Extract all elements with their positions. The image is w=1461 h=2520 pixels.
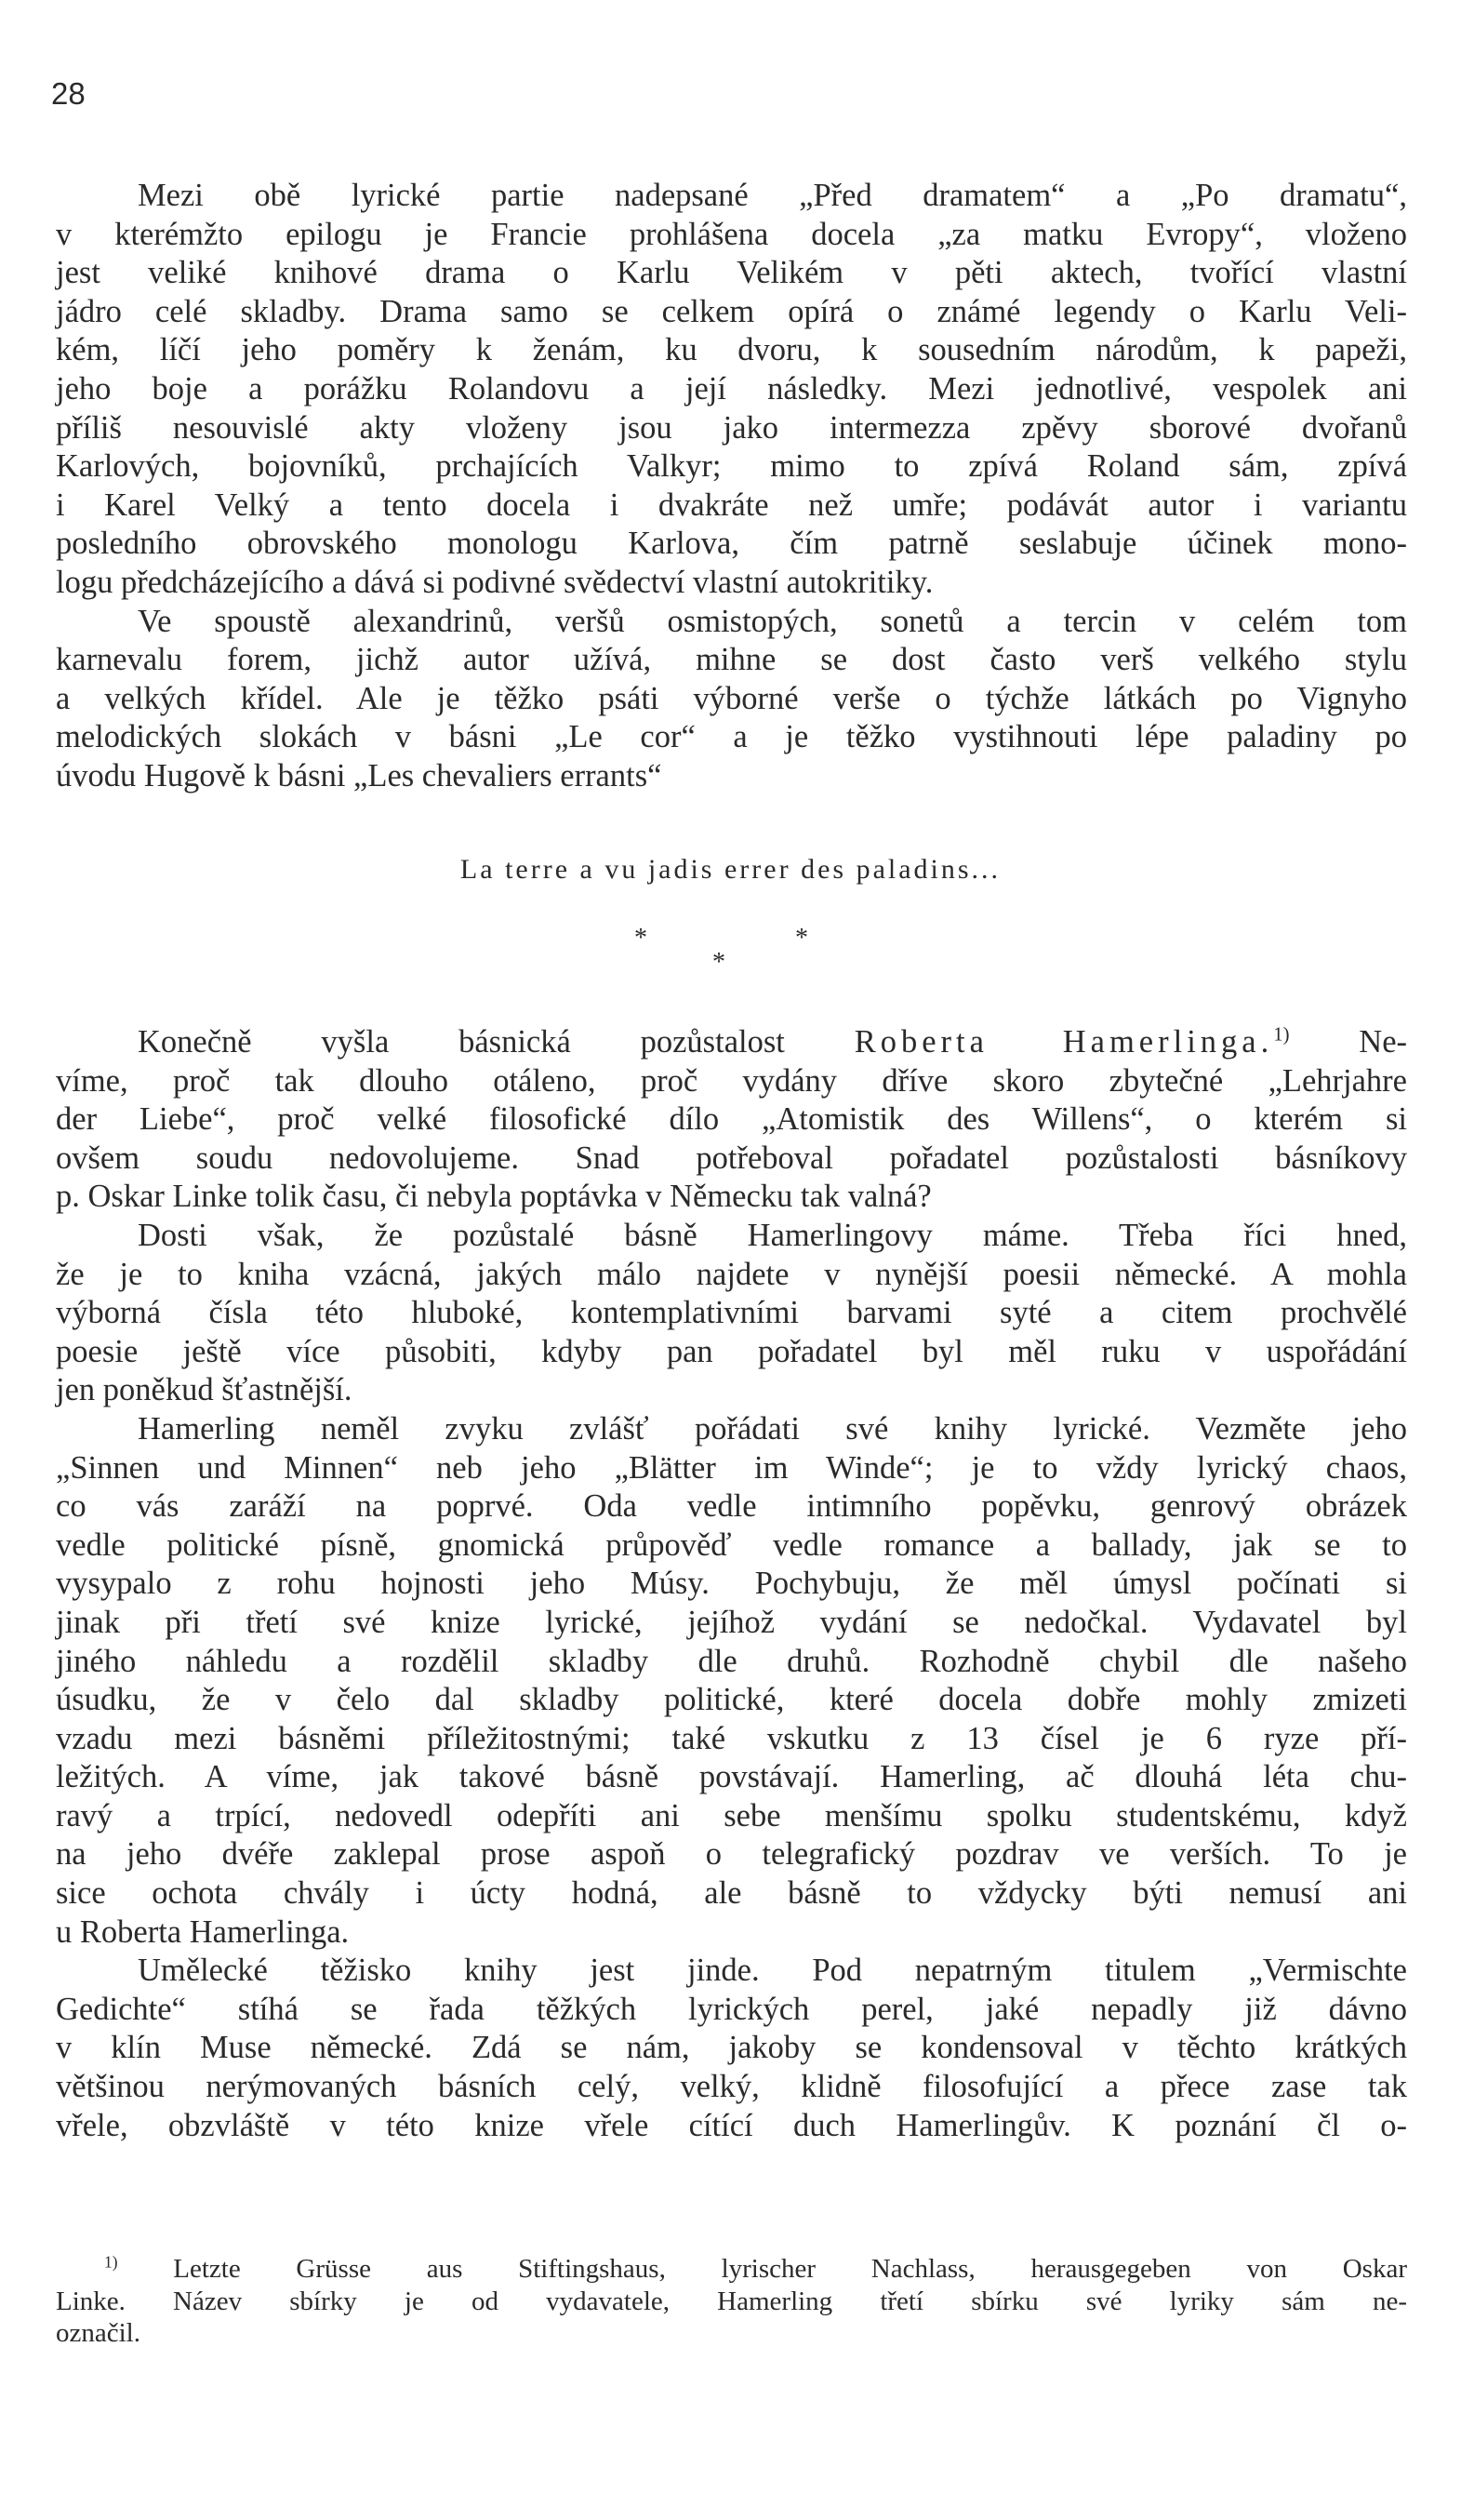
asterisk-ornament: * bbox=[795, 924, 808, 953]
text-line: úsudku, že v čelo dal skladby politické, které docela dobře mohly zmizeti bbox=[56, 1682, 1407, 1718]
text-line: Mezi obě lyrické partie nadepsané „Před dramatem“ a „Po dramatu“, bbox=[138, 178, 1407, 213]
asterisk-ornament: * bbox=[634, 924, 647, 953]
text-line: Dosti však, že pozůstalé básně Hamerlingovy máme. Třeba říci hned, bbox=[138, 1217, 1407, 1253]
paragraph-3 bbox=[56, 1023, 1407, 1217]
text-line: logu předcházejícího a dává si podivné svědectví vlastní autokritiky. bbox=[56, 564, 934, 600]
section-divider bbox=[0, 916, 1461, 991]
paragraph-6 bbox=[56, 1952, 1407, 2145]
paragraph-5 bbox=[56, 1410, 1407, 1952]
text-line: v kterémžto epilogu je Francie prohlášena docela „za matku Evropy“, vloženo bbox=[56, 216, 1407, 252]
asterisk-ornament: * bbox=[712, 948, 725, 977]
footnote-mark: 1) bbox=[104, 2252, 118, 2272]
text-line: a velkých křídel. Ale je těžko psáti výborné verše o týchže látkách po Vignyho bbox=[56, 680, 1407, 716]
text-line: ravý a trpící, nedovedl odepříti ani sebe menšímu spolku studentskému, když bbox=[56, 1797, 1407, 1833]
text-line: ležitých. A víme, jak takové básně povstávají. Hamerling, ač dlouhá léta chu- bbox=[56, 1759, 1407, 1795]
text-line: jiného náhledu a rozdělil skladby dle druhů. Rozhodně chybil dle našeho bbox=[56, 1643, 1407, 1679]
text-line: víme, proč tak dlouho otáleno, proč vydány dříve skoro zbytečné „Lehrjahre bbox=[56, 1062, 1407, 1099]
text-line: na jeho dvéře zaklepal prose aspoň o telegrafický pozdrav ve verších. To je bbox=[56, 1836, 1407, 1873]
text-line: posledního obrovského monologu Karlova, čím patrně seslabuje účinek mono- bbox=[56, 526, 1407, 562]
text-line bbox=[56, 1023, 1407, 1062]
text-line: kém, líčí jeho poměry k ženám, ku dvoru, k sousedním národům, k papeži, bbox=[56, 332, 1407, 368]
text-line: co vás zaráží na poprvé. Oda vedle intimního popěvku, genrový obrázek bbox=[56, 1488, 1407, 1525]
lead-text: Konečně vyšla básnická pozůstalost bbox=[138, 1024, 785, 1060]
article-section-2 bbox=[56, 1023, 1407, 2145]
text-line: p. Oskar Linke tolik času, či nebyla poptávka v Německu tak valná? bbox=[56, 1179, 932, 1215]
text-line: u Roberta Hamerlinga. bbox=[56, 1913, 350, 1950]
text-line: jádro celé skladby. Drama samo se celkem opírá o známé legendy o Karlu Veli- bbox=[56, 293, 1407, 329]
text-line: poesie ještě více působiti, kdyby pan pořadatel byl měl ruku v uspořádání bbox=[56, 1333, 1407, 1369]
text-line: označil. bbox=[56, 2318, 140, 2348]
text-line: ovšem soudu nedovolujeme. Snad potřeboval pořadatel pozůstalosti básníkovy bbox=[56, 1140, 1407, 1176]
text-line: jen poněkud šťastnější. bbox=[56, 1372, 352, 1408]
text-line: příliš nesouvislé akty vloženy jsou jako intermezza zpěvy sborové dvořanů bbox=[56, 409, 1407, 446]
text-line: v klín Muse německé. Zdá se nám, jakoby se kondensoval v těchto krátkých bbox=[56, 2030, 1407, 2066]
text-line: úvodu Hugově k básni „Les chevaliers errants“ bbox=[56, 757, 662, 793]
text-line: jeho boje a porážku Rolandovu a její následky. Mezi jednotlivé, vespolek ani bbox=[56, 370, 1407, 407]
footnote-reference: 1) bbox=[1273, 1024, 1290, 1046]
paragraph-2 bbox=[56, 603, 1407, 796]
text-line: karnevalu forem, jichž autor užívá, mihne se dost často verš velkého stylu bbox=[56, 642, 1407, 678]
text-line: Hamerling neměl zvyku zvlášť pořádati své knihy lyrické. Vezměte jeho bbox=[138, 1410, 1407, 1447]
hyphen-fragment: Ne- bbox=[1359, 1024, 1408, 1060]
author-name: Roberta Hamerlinga. bbox=[854, 1024, 1274, 1060]
text-line: Linke. Název sbírky je od vydavatele, Hamerling třetí sbírku své lyriky sám ne- bbox=[56, 2286, 1407, 2316]
footnotes bbox=[56, 2253, 1407, 2350]
text-line: Karlových, bojovníků, prchajících Valkyr; mimo to zpívá Roland sám, zpívá bbox=[56, 448, 1407, 485]
text-line: melodických slokách v básni „Le cor“ a je těžko vystihnouti lépe paladiny po bbox=[56, 719, 1407, 755]
text-line: i Karel Velký a tento docela i dvakráte než umře; podávát autor i variantu bbox=[56, 487, 1407, 523]
text-line: že je to kniha vzácná, jakých málo najdete v nynější poesii německé. A mohla bbox=[56, 1256, 1407, 1292]
article-section-1 bbox=[56, 177, 1407, 796]
verse-quote: La terre a vu jadis errer des paladins... bbox=[459, 854, 1002, 885]
text-line: vedle politické písně, gnomická průpověď vedle romance a ballady, jak se to bbox=[56, 1527, 1407, 1563]
paragraph-4 bbox=[56, 1217, 1407, 1410]
paragraph-1 bbox=[56, 177, 1407, 603]
text-line: Gedichte“ stíhá se řada těžkých lyrických perel, jaké nepadly již dávno bbox=[56, 1991, 1407, 2027]
text-line: vřele, obzvláště v této knize vřele cítící duch Hamerlingův. K poznání čl o- bbox=[56, 2107, 1407, 2143]
text-line: jinak při třetí své knize lyrické, jejíhož vydání se nedočkal. Vydavatel byl bbox=[56, 1604, 1407, 1640]
text-line: sice ochota chvály i úcty hodná, ale básně to vždycky býti nemusí ani bbox=[56, 1875, 1407, 1912]
footnote-1 bbox=[56, 2253, 1407, 2350]
text-line: vzadu mezi básněmi příležitostnými; také vskutku z 13 čísel je 6 ryze pří- bbox=[56, 1720, 1407, 1756]
text-line: vysypalo z rohu hojnosti jeho Músy. Pochybuju, že měl úmysl počínati si bbox=[56, 1566, 1407, 1602]
text-line: Ve spoustě alexandrinů, veršů osmistopých, sonetů a tercin v celém tom bbox=[138, 603, 1407, 639]
page-number: 28 bbox=[51, 76, 86, 111]
text-line: výborná čísla této hluboké, kontemplativními barvami syté a citem prochvělé bbox=[56, 1295, 1407, 1331]
text-line: jest veliké knihové drama o Karlu Velikém v pěti aktech, tvořící vlastní bbox=[56, 255, 1407, 291]
text-line: Umělecké těžisko knihy jest jinde. Pod nepatrným titulem „Vermischte bbox=[138, 1953, 1407, 1989]
footnote-text: Letzte Grüsse aus Stiftingshaus, lyrischer Nachlass, herausgegeben von Oskar bbox=[173, 2254, 1407, 2284]
text-line: většinou nerýmovaných básních celý, velký, klidně filosofující a přece zase tak bbox=[56, 2069, 1407, 2105]
text-line: der Liebe“, proč velké filosofické dílo „Atomistik des Willens“, o kterém si bbox=[56, 1101, 1407, 1138]
text-line bbox=[56, 2253, 1407, 2286]
text-line: „Sinnen und Minnen“ neb jeho „Blätter im Winde“; je to vždy lyrický chaos, bbox=[56, 1449, 1407, 1486]
